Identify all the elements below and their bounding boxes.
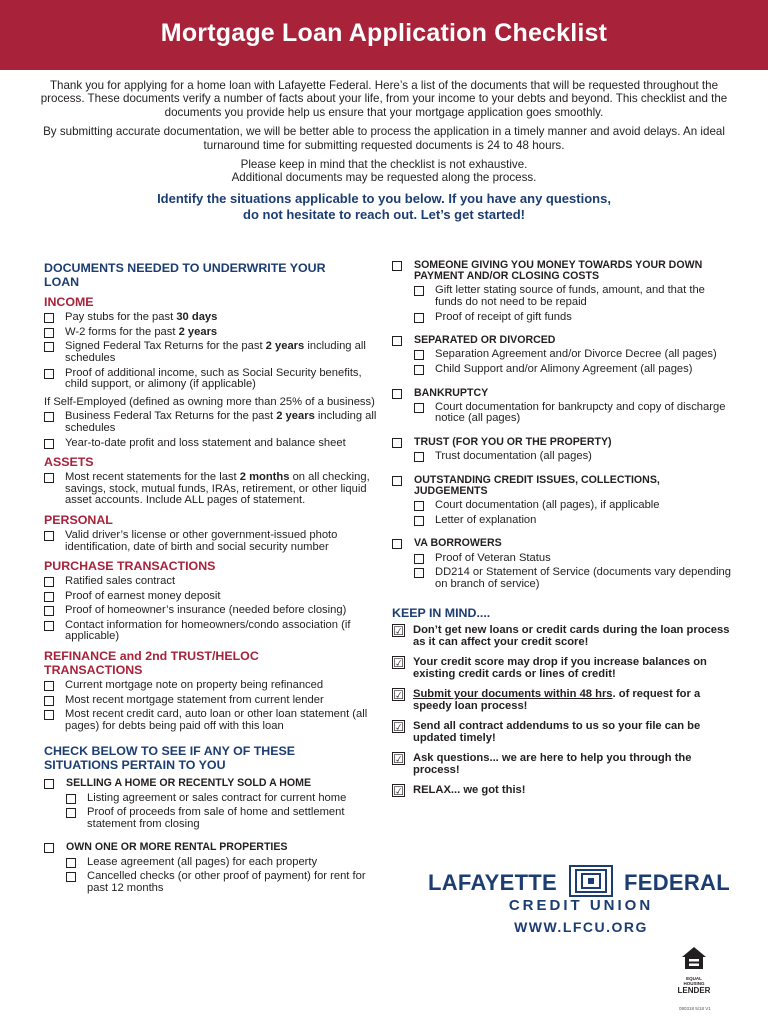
checkbox[interactable] [66,872,76,882]
checkbox[interactable] [414,501,424,511]
checklist-item [66,807,378,830]
category-label: SELLING A HOME OR RECENTLY SOLD A HOME [66,777,312,790]
assets-heading: ASSETS [44,455,94,470]
item-text: Proof of homeowner’s insurance (needed before closing) [65,604,347,617]
checklist-item [66,871,378,894]
personal-heading: PERSONAL [44,512,113,527]
keep-text: RELAX... we got this! [413,784,526,797]
category-gift [392,260,732,282]
item-text: Court documentation for bankrupcty and copy of discharge notice (all pages) [435,400,726,425]
intro-paragraph-1: Thank you for applying for a home loan with Lafayette Federal. Here’s a list of the documents that will be requested throughout the process. These documents verify a number of facts about your life, from your income to your debts and beyond. This checklist and the documents you provide help us ensure that your mortgage application goes smoothly. [40,79,728,119]
checkbox[interactable] [44,621,54,631]
item-text: Proof of proceeds from sale of home and settlement statement from closing [87,806,345,830]
keep-text: Ask questions... we are here to help you through the process! [413,752,692,777]
item-text: Most recent statements for the last 2 months on all checking, savings, stock, mutual funds, IRAs, retirement, or other liquid asset accounts. Include ALL pages of statement. [65,471,370,507]
checkmark-icon: ☑ [393,752,404,767]
checklist-item [44,411,378,434]
item-text: Trust documentation (all pages) [435,450,592,463]
keep-item [392,720,732,744]
checklist-item [44,312,378,324]
item-text: Proof of additional income, such as Social Security benefits, child support, or alimony (if applicable) [65,366,362,391]
callout-line-a: Identify the situations applicable to you below. If you have any questions, [157,190,611,206]
checkbox[interactable] [392,389,402,399]
item-text: Court documentation (all pages), if applicable [435,499,660,512]
checkbox[interactable] [414,554,424,564]
keep-text: Your credit score may drop if you increase balances on existing credit cards or lines of credit! [413,656,707,681]
logo-text-federal: FEDERAL [624,870,730,895]
category-bankruptcy [392,388,732,399]
checkmark-icon: ☑ [393,720,404,735]
left-column [44,262,378,894]
checklist-item [414,402,732,425]
item-text: Lease agreement (all pages) for each property [87,855,318,868]
checkbox[interactable] [414,350,424,360]
item-text: Proof of receipt of gift funds [435,310,572,323]
checkbox[interactable] [44,313,54,323]
checkbox[interactable] [44,328,54,338]
intro-line-b: Additional documents may be requested along the process. [231,171,537,185]
checklist-item [44,472,378,507]
logo-credit-union: CREDIT UNION [508,897,654,914]
checkbox[interactable] [414,516,424,526]
item-text: Proof of Veteran Status [435,551,551,564]
category-label: TRUST (FOR YOU OR THE PROPERTY) [414,435,612,448]
checklist-item [44,530,378,553]
keep-in-mind-heading: KEEP IN MIND.... [392,606,491,621]
item-text: DD214 or Statement of Service (documents vary depending on branch of service) [435,566,732,590]
checkbox[interactable] [392,336,402,346]
right-column [392,260,732,797]
checkbox[interactable] [44,439,54,449]
checkbox[interactable] [392,539,402,549]
category-label: OWN ONE OR MORE RENTAL PROPERTIES [66,841,288,854]
checkbox[interactable] [66,808,76,818]
checklist-item [44,591,378,603]
item-text: Signed Federal Tax Returns for the past 2 years including all schedules [65,340,366,364]
checkbox[interactable] [414,365,424,375]
checkbox[interactable] [44,531,54,541]
checkbox[interactable] [66,794,76,804]
checkbox[interactable] [44,606,54,616]
checklist-item [414,500,732,512]
callout [40,191,728,223]
checklist-item [44,327,378,339]
checklist-item [414,567,732,590]
item-text: Listing agreement or sales contract for current home [87,791,347,804]
item-text: Valid driver’s license or other government-issued photo identification, date of birth and social security number [65,528,338,553]
checkbox[interactable] [44,473,54,483]
keep-item [392,656,732,680]
checkbox[interactable] [414,313,424,323]
item-text: Contact information for homeowners/condo association (if applicable) [65,618,351,643]
checkbox[interactable] [44,412,54,422]
keep-text: Don’t get new loans or credit cards during the loan process as it can affect your credit score! [413,624,730,649]
item-text: Gift letter stating source of funds, amount, and that the funds do not need to be repaid [435,284,705,308]
category-label: SOMEONE GIVING YOU MONEY TOWARDS YOUR DOWN PAYMENT AND/OR CLOSING COSTS [414,259,703,283]
checklist-item [44,438,378,450]
item-text: Cancelled checks (or other proof of payment) for rent for past 12 months [87,870,366,894]
income-heading: INCOME [44,295,94,310]
checkbox[interactable] [414,568,424,578]
checkbox[interactable] [44,342,54,352]
checkbox[interactable] [44,696,54,706]
checklist-item [414,349,732,361]
item-text: Child Support and/or Alimony Agreement (all pages) [435,362,693,375]
lafayette-federal-logo [428,864,734,936]
logo-text-lafayette: LAFAYETTE [428,870,558,895]
checkbox[interactable] [414,403,424,413]
item-text: Most recent credit card, auto loan or other loan statement (all pages) for debts being paid off with this loan [65,708,368,732]
category-label: VA BORROWERS [414,537,502,550]
category-rental [44,842,378,853]
checkbox[interactable] [44,592,54,602]
checklist-item [66,793,378,805]
category-separated [392,335,732,346]
item-text: Current mortgage note on property being refinanced [65,679,324,692]
equal-housing-lender [676,946,712,995]
checklist-item [44,709,378,732]
checkbox[interactable] [392,261,402,271]
intro-section [40,79,728,223]
checklist-item [414,451,732,463]
keep-item [392,784,732,797]
category-selling [44,778,378,789]
checklist-item [414,515,732,527]
checklist-item [44,576,378,588]
callout-line-b: do not hesitate to reach out. Let’s get started! [243,206,525,222]
refinance-heading: REFINANCE and 2nd TRUST/HELOC TRANSACTIONS [44,649,259,678]
website-url[interactable]: WWW.LFCU.ORG [514,919,648,935]
intro-line-a: Please keep in mind that the checklist is not exhaustive. [240,158,528,172]
keep-text: Send all contract addendums to us so your file can be updated timely! [413,720,701,745]
category-credit-issues [392,475,732,497]
item-text: Proof of earnest money deposit [65,589,221,602]
checklist-item [414,364,732,376]
category-label: BANKRUPTCY [414,386,489,399]
purchase-heading: PURCHASE TRANSACTIONS [44,559,216,574]
checklist-item [414,553,732,565]
checkmark-icon: ☑ [393,784,404,799]
checkbox[interactable] [44,779,54,789]
checkmark-icon: ☑ [393,688,404,703]
checklist-item [44,341,378,364]
checkbox[interactable] [44,681,54,691]
intro-paragraph-3 [40,158,728,185]
checkbox[interactable] [66,858,76,868]
checklist-item [44,695,378,707]
checklist-item [44,620,378,643]
category-label: OUTSTANDING CREDIT ISSUES, COLLECTIONS, JUDGEMENTS [414,473,660,497]
checklist-item [44,605,378,617]
checklist-item [44,368,378,391]
category-trust [392,437,732,448]
checkbox[interactable] [44,710,54,720]
item-text: Year-to-date profit and loss statement and balance sheet [65,436,346,449]
item-text: Ratified sales contract [65,575,176,588]
item-text: Separation Agreement and/or Divorce Decree (all pages) [435,348,717,361]
checkbox[interactable] [44,369,54,379]
page-title: Mortgage Loan Application Checklist [160,18,608,47]
checkbox[interactable] [392,476,402,486]
ehl-line1: EQUAL HOUSING [683,976,705,986]
keep-item [392,688,732,712]
keep-item [392,624,732,648]
keep-text: Submit your documents within 48 hrs. of request for a speedy loan process! [413,688,701,713]
ehl-line2: LENDER [677,986,711,995]
checkbox[interactable] [44,843,54,853]
checkbox[interactable] [44,577,54,587]
equal-housing-icon [681,946,707,970]
category-label: SEPARATED OR DIVORCED [414,334,556,347]
keep-item [392,752,732,776]
category-va [392,538,732,549]
checklist-item [414,312,732,324]
logo-mark-icon [568,864,614,898]
title-banner [0,0,768,70]
item-text: Business Federal Tax Returns for the past 2 years including all schedules [65,410,377,434]
situations-heading: CHECK BELOW TO SEE IF ANY OF THESE SITUATIONS PERTAIN TO YOU [44,744,296,773]
item-text: Most recent mortgage statement from current lender [65,693,324,706]
item-text: W-2 forms for the past 2 years [65,325,218,338]
checklist-item [44,680,378,692]
footer-code: 080318 5/18 V1 [679,1006,711,1011]
checkbox[interactable] [414,286,424,296]
underwrite-heading: DOCUMENTS NEEDED TO UNDERWRITE YOUR LOAN [44,261,326,289]
checkmark-icon: ☑ [393,624,404,639]
checkbox[interactable] [414,452,424,462]
item-text: Pay stubs for the past 30 days [65,311,218,324]
self-employed-note: If Self-Employed (defined as owning more than 25% of a business) [44,395,375,408]
checkmark-icon: ☑ [393,656,404,671]
checklist-item [414,285,732,308]
item-text: Letter of explanation [435,513,537,526]
checkbox[interactable] [392,438,402,448]
checklist-item [66,857,378,869]
intro-paragraph-2: By submitting accurate documentation, we will be better able to process the application in a timely manner and avoid delays. An ideal turnaround time for submitting requested documents is 24 to 48 hours. [43,125,725,152]
